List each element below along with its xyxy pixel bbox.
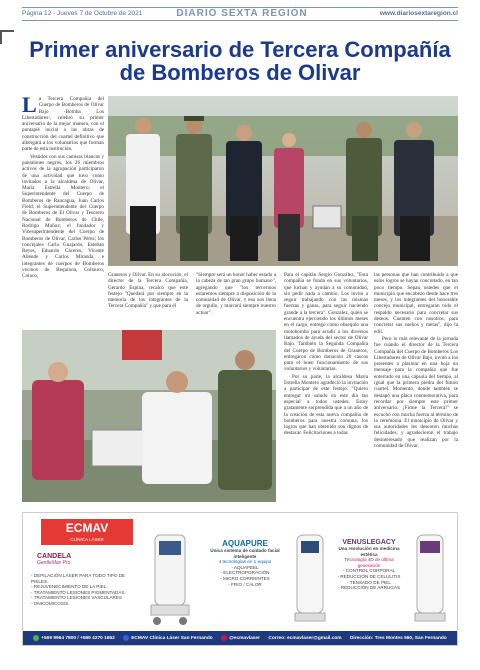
- email-contact[interactable]: [268, 636, 341, 641]
- article-title: [22, 38, 458, 84]
- aquapure-device-image: [285, 527, 335, 631]
- aquapure-tech: 4 tecnologías en 1 equipo: [218, 559, 272, 565]
- instagram-contact[interactable]: [221, 635, 260, 641]
- candela-item: - ONICOMICOSIS.: [31, 600, 70, 606]
- whatsapp-icon: [33, 635, 39, 641]
- address-contact: [350, 636, 447, 641]
- article-column-2: [108, 272, 188, 311]
- article-column-4: [284, 272, 368, 438]
- aquapure-item: - AQUAPEEL: [231, 564, 259, 570]
- crop-mark: [0, 30, 14, 44]
- paragraph-intro: a Tercera Compañía del Cuerpo de Bomberos de Olivar Bajo -Bomba Los Libertadores-, celebró su primer aniversario de la mejor manera, con el puntapié inicial a las obras de construcción del cuartel definitivo que albergará a los voluntarios que forman parte de esta institución.: [22, 96, 104, 153]
- ecmav-name: ECMAV: [65, 521, 109, 535]
- title-line-1: Primer aniversario de Tercera Compañía: [29, 37, 451, 62]
- venus-item: - CONTROL CORPORAL: [342, 568, 396, 574]
- paragraph-quote: "Siempre será un honor haber estado a la cabeza de tan gran grupo humano", agregando que "los tercerinos estaremos siempre a disposición de la comunidad de Olivar, y eso nos llena de orgullo, y marcará siempre nuestro actuar".: [196, 272, 276, 316]
- aquapure-subtitle: Única sistema de cuidado facial inteligente: [210, 548, 280, 559]
- venus-name: VENUSLEGACY: [342, 539, 396, 546]
- instagram-icon: [221, 635, 227, 641]
- page-header: [22, 7, 458, 21]
- candela-logo: [37, 553, 71, 566]
- venus-item: - REDUCCIÓN DE CELULITIS: [337, 573, 401, 579]
- aquapure-name: AQUAPURE: [222, 539, 268, 548]
- group-photo: [108, 96, 458, 266]
- ecmav-subtitle: CLÍNICA LÁSER: [70, 537, 104, 542]
- aquapure-item: - MICRO CORRIENTES: [220, 575, 270, 581]
- paragraph-guests: Vestidos con sus camisas blancas y pantalones negros, los 26 miembros activos de la agrupación participaron de una actividad que tuvo como invitados a la alcaldesa de Olivar, María Estrella Montero; el Superintendente del Cuerpo de Bomberos de Rancagua, Juan Carlos Field; el Superintendente del Cuerpo de Bomberos de El Olivar y Tesorero Nacional de Bomberos de Chile, Rodrigo Muñoz; el fundador y Vicesuperintendente del Cuerpo de Bomberos de Olivar, Carlos Pérez; los concejales Carla Guajardo, Esteban Reyes, Eduardo Cáceres, Vicente Allende y Carlos Miranda, e integrantes de cuerpos de Bomberos vecinos de Requínoa, Coltauco, Coinco,: [22, 153, 104, 280]
- venus-item: - REDUCCIÓN DE ARRUGAS: [337, 585, 401, 591]
- venus-block: [335, 539, 403, 591]
- paragraph-support: las personas que han contribuido a que estos logros se hayan concretado, en tan poco tiempo. Sepan ustedes que el municipio que encabezo desde hace tres meses, y los integrantes del honorable concejo municipal, entregarán todo el respaldo necesario para concretar sus deseos. Cuenten con nosotros, para concretar sus sueños y metas", dijo la edil.: [374, 272, 458, 335]
- drop-cap: L: [22, 92, 37, 117]
- candela-item: - REJUVENECIMIENTO DE LA PIEL.: [31, 584, 108, 590]
- candela-services: [31, 573, 141, 607]
- email-address: Correo: ecmavlaser@gmail.com: [268, 635, 342, 641]
- article-column-5: [374, 272, 458, 450]
- page-date: Página 12 - Jueves 7 de Octubre de 2021: [22, 10, 143, 17]
- article-column-3: [196, 272, 276, 317]
- aquapure-item: - ELECTROPORACIÓN: [220, 570, 270, 576]
- title-line-2: de Bomberos de Olivar: [119, 60, 361, 85]
- article-column-1: [22, 92, 104, 281]
- paragraph-captain: Para el capitán Sergio González, "Esta compañía se funda en sus voluntarios, que luchan y ayudan a su comunidad, sin pedir nada a cambio. Los invito a seguir trabajando con las mismas fuerzas y ganas, para seguir haciendo grande a la tercera". González, quien se encuentra ejerciendo los últimos meses en el cargo, entregó como obsequio una motobomba para acudir a los diversos llamados de ayuda del sector de Olivar Bajo. También la Segunda Compañía del Cuerpo de Bomberos de Graneros, entregaron como donación 20 cascos para el buen funcionamiento de sus voluntarios y voluntarias.: [284, 272, 368, 373]
- aquapure-item: - FRIO / CALOR: [228, 581, 262, 587]
- candela-name: CANDELA: [37, 553, 72, 560]
- instagram-handle: @ecmavlaser: [229, 635, 260, 641]
- paragraph-mayor: Por su parte, la alcaldesa María Estrella Montero agradeció la invitación a participar de este festejo. "Quiero entregar mi saludo en este día tan especial a todos ustedes. Estoy gratamente sorprendida que a un año de la creación de esta nueva compañía de bomberos para nuestra comuna, los logros que han obtenido son dignos de destacar. Felicitaciones a todas: [284, 373, 368, 437]
- ecmav-logo: [41, 519, 133, 545]
- candela-item: - DEPILACIÓN LÁSER PARA TODO TIPO DE PIELES.: [31, 573, 126, 584]
- phone-number: +569 9964 7800 / +569 4270 1652: [41, 635, 115, 641]
- venus-tech: Tecnología 4D de última generación: [344, 557, 394, 568]
- laser-device-image: [139, 525, 199, 629]
- ceremony-photo: [22, 330, 276, 502]
- advertisement: [22, 512, 458, 646]
- venus-device-image: [405, 527, 455, 631]
- facebook-icon: [123, 635, 129, 641]
- paragraph-time-capsule: Pero lo más relevante de la jornada fue cuando el director de la Tercera Compañía del Cuerpo de Bomberos Los Libertadores de Olivar Bajo, invitó a los presentes a plasmar en una hoja un mensaje para la compañía que fue enterrado en una cápsula del tiempo, al igual que la primera piedra del futuro cuartel. Momento, donde también se destapó una placa conmemorativa, para recordar por siempre este primer aniversario. ¡Firme la Tercera!" se escuchó con mucha fuerza al término de la ceremonia. El municipio de Olivar y sus autoridades les desearon muchas felicidades, y agradecieron el trabajo desinteresado que realizan por la comunidad de Olivar.: [374, 335, 458, 450]
- website-link[interactable]: www.diariosextaregion.cl: [379, 10, 458, 17]
- candela-item: - TRATAMIENTO LESIONES PIGMENTADAS.: [31, 589, 126, 595]
- newspaper-name: DIARIO SEXTA REGIÓN: [176, 8, 308, 19]
- phone-contact[interactable]: [33, 635, 115, 641]
- venus-subtitle: Una revolución en medicina estética: [338, 546, 400, 557]
- facebook-contact[interactable]: [123, 635, 212, 641]
- facebook-page: ECMAV Clínica Láser San Fernando: [131, 635, 213, 641]
- venus-item: - TENSADO DE PIEL: [347, 579, 391, 585]
- street-address: Dirección: Tres Montes 560, San Fernando: [349, 635, 447, 641]
- candela-item: - TRATAMIENTO LESIONES VASCULARES: [31, 595, 122, 601]
- contact-bar: [23, 631, 457, 645]
- candela-model: GentleMax Pro: [37, 560, 71, 566]
- paragraph-director: Graneros y Olivar. En su alocución, el director de la Tercera Compañía, Gerardo Espina, recalcó que este festejo "Quedará por siempre en la memoria de los integrantes de la Tercera Compañía" y que para él: [108, 272, 188, 310]
- aquapure-block: [205, 539, 285, 587]
